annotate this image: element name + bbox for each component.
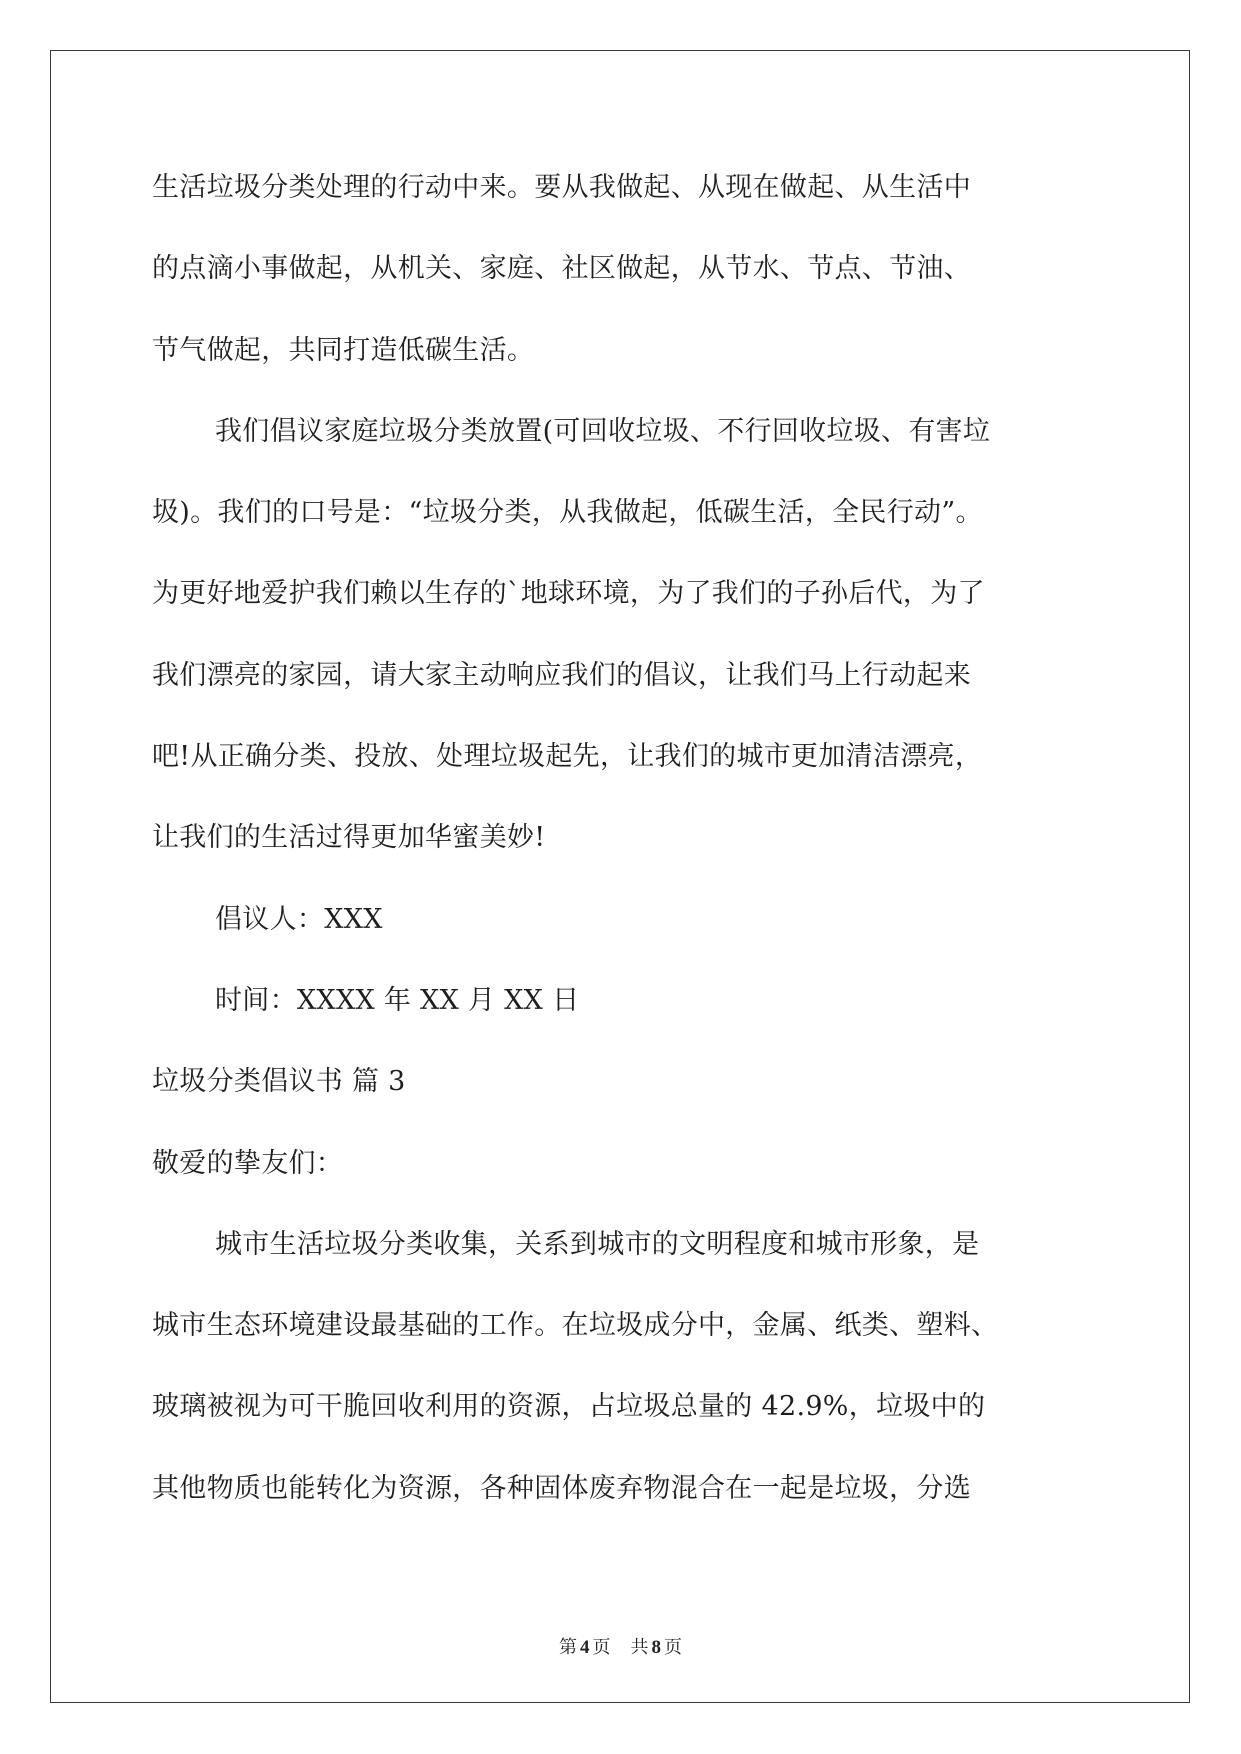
total-label-suffix: 页 — [664, 1637, 682, 1658]
body-line: 我们漂亮的家园，请大家主动响应我们的倡议，让我们马上行动起来 — [152, 659, 971, 691]
page-label-suffix: 页 — [592, 1637, 611, 1658]
body-line: 节气做起，共同打造低碳生活。 — [152, 334, 535, 366]
page-footer — [0, 1634, 1241, 1662]
body-line: 城市生活垃圾分类收集，关系到城市的文明程度和城市形象，是 — [215, 1228, 980, 1260]
body-line: 让我们的生活过得更加华蜜美妙! — [152, 822, 546, 854]
date-line: 时间：XXXX 年 XX 月 XX 日 — [215, 984, 580, 1016]
page-label-prefix: 第 — [559, 1637, 577, 1658]
body-line: 圾)。我们的口号是：“垃圾分类，从我做起，低碳生活，全民行动”。 — [152, 497, 983, 529]
signatory-line: 倡议人：XXX — [215, 903, 383, 935]
body-line: 为更好地爱护我们赖以生存的`地球环境，为了我们的子孙后代，为了 — [152, 578, 985, 610]
body-line: 玻璃被视为可干脆回收利用的资源，占垃圾总量的 42.9%，垃圾中的 — [152, 1391, 986, 1423]
page-number: 4 — [580, 1637, 590, 1658]
total-pages: 8 — [651, 1637, 661, 1658]
body-line: 吧!从正确分类、投放、处理垃圾起先，让我们的城市更加清洁漂亮， — [152, 741, 983, 773]
body-line: 城市生态环境建设最基础的工作。在垃圾成分中，金属、纸类、塑料、 — [152, 1310, 999, 1342]
total-label-prefix: 共 — [630, 1637, 649, 1658]
section-heading: 垃圾分类倡议书 篇 3 — [152, 1066, 406, 1098]
body-line: 生活垃圾分类处理的行动中来。要从我做起、从现在做起、从生活中 — [152, 172, 971, 203]
body-line: 的点滴小事做起，从机关、家庭、社区做起，从节水、节点、节油、 — [152, 253, 971, 285]
body-line: 我们倡议家庭垃圾分类放置(可回收垃圾、不行回收垃圾、有害垃 — [215, 415, 991, 447]
document-body — [152, 167, 1052, 1549]
salutation: 敬爱的挚友们： — [152, 1147, 344, 1179]
body-line: 其他物质也能转化为资源，各种固体废弃物混合在一起是垃圾，分选 — [152, 1472, 971, 1504]
